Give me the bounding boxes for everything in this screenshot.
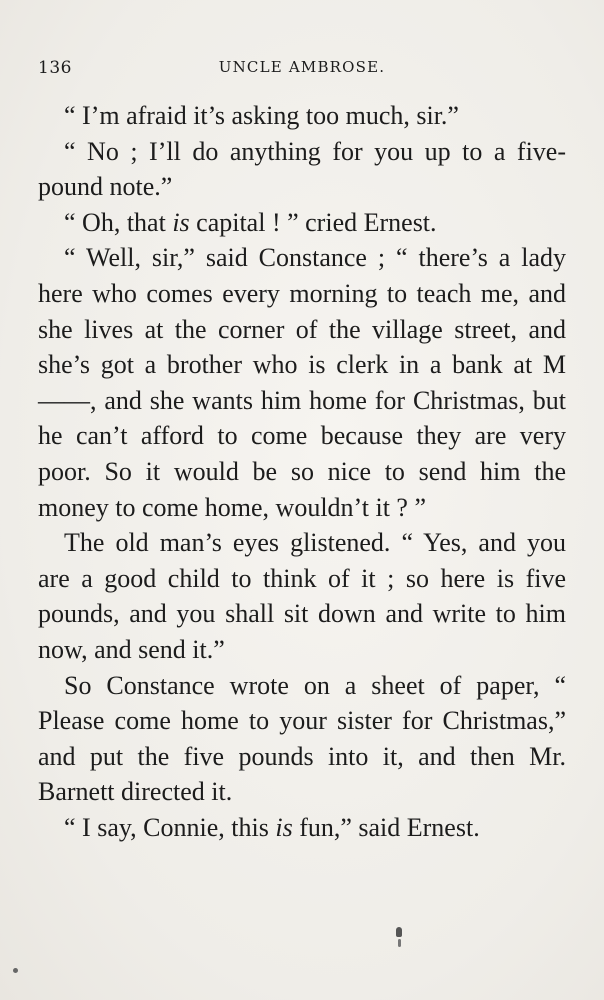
text-run: fun,” said Ernest. (292, 812, 480, 842)
ink-mark (396, 927, 402, 937)
page-number: 136 (38, 58, 72, 78)
paragraph (38, 134, 566, 205)
paragraph (38, 525, 566, 667)
italic-text: is (172, 207, 190, 237)
paragraph (38, 810, 566, 846)
text-run: So Constance wrote on a sheet of paper, “ Please come home to your sister for Christmas,” and put the five pounds into it, and then Mr. Barnett directed it. (38, 670, 566, 807)
text-run: “ No ; I’ll do anything for you up to a five-pound note.” (38, 136, 566, 202)
paragraph (38, 240, 566, 525)
paragraph (38, 98, 566, 134)
ink-mark-tail (398, 939, 401, 947)
text-run: The old man’s eyes glistened. “ Yes, and you are a good child to think of it ; so here is five pounds, and you shall sit down and write to him now, and send it.” (38, 528, 566, 664)
paragraph (38, 668, 566, 810)
ink-dot (13, 968, 18, 973)
text-run: “ I say, Connie, this (64, 812, 276, 842)
page-header (38, 58, 566, 82)
text-run: “ I’m afraid it’s asking too much, sir.” (64, 101, 459, 130)
italic-text: is (275, 812, 293, 842)
body-text (38, 98, 566, 845)
running-head: UNCLE AMBROSE. (218, 58, 386, 76)
text-run: capital ! ” cried Ernest. (189, 207, 437, 237)
paragraph (38, 205, 566, 241)
text-run: “ Well, sir,” said Constance ; “ there’s a lady here who comes every morning to teach me, and she lives at the corner of the village street, and she’s got a brother who is clerk in a bank at M——, and she wants him home for Christmas, but he can’t afford to come because they are very poor. So it would be so nice to send him the money to come home, wouldn’t it ? ” (38, 243, 566, 522)
text-run: “ Oh, that (64, 207, 173, 237)
